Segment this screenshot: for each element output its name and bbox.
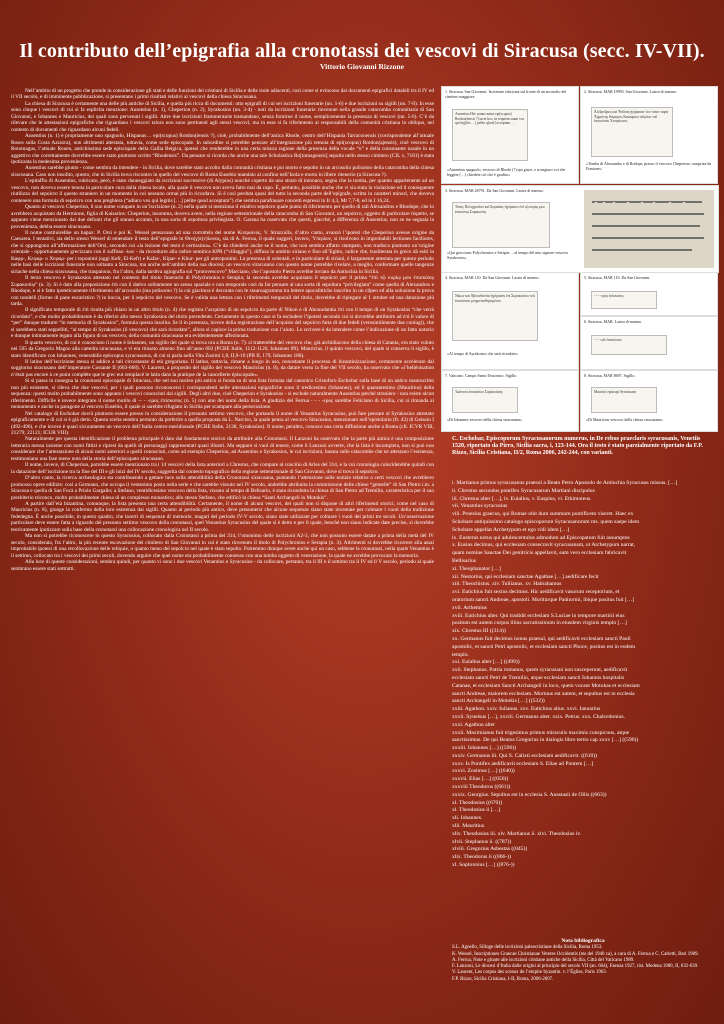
list-item: viii. Proesius graecus, qui Romae obit dum summum pontificem viseret. Haec ex: [452, 511, 634, 518]
figure-caption: 6. Siracusa, MAR. Lastra di marmo.: [584, 319, 643, 324]
list-item: xvi. Eutichius fuit sextus decimus. Hic aedificavit vasorum receptorium, et: [452, 589, 620, 596]
bibliography-item: A. Ferrua, Note e giunte alle iscrizioni cristiane antiche della Sicilia, Città del Vaticano 1989.: [452, 957, 635, 963]
poster-title: Il contributo dell’epigrafia alla cronotassi dei vescovi di Siracusa (secc. IV-VII).: [19, 40, 705, 62]
list-item: quam nomine Sanctae Dei genitricis appellavit, eam vero ecclesiam fabricavit: [452, 550, 627, 557]
list-item: xlviii. Gregorius Asbestas ((845)): [452, 846, 528, 853]
figure-2-panel: [580, 86, 718, 184]
list-item: ix. Eusterus notus qui adulescentulus admodum ad Episcopatum fuit assumptus: [452, 534, 630, 541]
figure-3-panel: [441, 185, 719, 273]
figure-1-panel: [441, 86, 579, 184]
list-item: xxxiv. Germanus iii. Qui S. Calixti ecclesiam aedificavit. ((610)): [452, 752, 598, 759]
list-item: xl. Theodosius ii […]: [452, 807, 501, 814]
list-item: xxxv. Is Pontifex aedificavit ecclesiam S. Eliae ad Pontem […]: [452, 760, 594, 767]
paragraph: L’epitaffio di Ausentius, rubricato, però, è stato danneggiato da iscrizioni successive (di Alypios) nonché coperto da uno strato di intonaco, segno che la tomba, per quanto appartenente ad un vescovo, non doveva essere tenuta in particolare cura dalla chiesa locale, alla quale il vescovo non aveva fatto mai da capo. È, pertanto, possibile anche che vi sia stata la violazione ed il conseguente riutilizzo del sepolcro il questo straniero in un momento in cui nessuno ormai più lo ricordava. Si è così perduta quasi del tutto la seconda parte dell’epigrafe, scritta in caratteri minori, che doveva contenere una formula di sepolcro con una preghiera (“adiuro vos qui legitis […] pelite quod acceptum”) che sembra parafrasare concetti espressi in Ir 4,3, Mt 7,7-8, ed in I 16,24.: [11, 178, 434, 204]
list-item: Bellisarius: [452, 557, 476, 564]
figure-caption: 4. Siracusa, MAR 110. Da San Giovanni. Lastra di marmo.: [445, 275, 540, 280]
list-item: xviii. Eutichius alter. Qui tradidit ecclesiam S.Luciae in tempore martirii eius: [452, 612, 625, 619]
figure-5-panel: [580, 272, 718, 316]
list-item: x. Eusius decimus, qui ecclesiam consecravit syracusanam, ut Archetypum narrat,: [452, 542, 636, 549]
inscription-transcription: Ἰωάννου ἐπισκόπου Συρακούσης: [452, 387, 518, 413]
list-item: xlii. Mauritius.: [452, 823, 486, 830]
bibliography-item: F.P. Rizzo, Sicilia Cristiana, I-II, Roma, 2006-2007.: [452, 976, 554, 982]
paragraph: Nell’ambito di un progetto che prende in considerazione gli stati e delle funzioni dei cristiani di Sicilia e delle isole adiacenti, così come si evincono dai documenti epigrafici databili tra il IV ed il VII secolo, e di imminente pubblicazione, si presentano i primi risultati relativi ai vescovi della chiesa Siracusana.: [11, 88, 434, 101]
bishops-list: [452, 480, 714, 870]
list-item: sancti Andreae, maiorem ecclesiam. Mortuus est autem, et sepultus est in ecclesia: [452, 690, 635, 697]
list-item: vii. Venantius syracusius: [452, 503, 508, 510]
list-item: xliv. Theodosius iii. xlv. Martianus ii. xlvi. Theodosius iv.: [452, 830, 582, 837]
paragraph: Ausentius sarebbe giunto - come sembra da intendere - in Sicilia, dove sarebbe stato accolto dalla comunità cristiana e poi morto e sepolto in un arcosolio polisomo della catacomba della chiesa siracusana. Caso non insolito, questo, che in Sicilia trova riscontro in quello del vescovo di Roma Eusebio mandato al confino nell’Isola e morto in libere ritenerio (a Siracusa ?).: [11, 165, 434, 178]
list-item: Schobare antiquissimo catalogo episcoporum Syracusanorum ms. quem saepe idem: [452, 518, 640, 525]
list-item: xi. Theophanator […]: [452, 565, 501, 572]
paragraph: Alla luce di queste considerazioni, sembra quindi, per quanto vi sono i due vescovi Venantius e Syracusius - da collocare, pertanto, tra il III e il settimo tra il IV ed il V secolo, periodo al quale sembrano essere stati sottratti.: [11, 559, 434, 572]
cronotassi-source-caption: C. Eschobar, Episcoporum Syracusanorum numerus, in De rebus praeclaris syracusanis, Venetiis 1520, riportato da Pirro, Sicilia sacra, i, 123-144. Ora il testo è stato parzialmente riportato da F.P. Rizzo, Sicilia Cristiana, II/2, Roma 2006, 242-244, con varianti.: [452, 436, 703, 456]
paragraph: La chiesa di Siracusa è certamente una delle più antiche di Sicilia, e quella più ricca di documenti: otto epigrafi di cui sei iscrizioni funerarie (nn. 1-6) e due iscrizioni su sigilli (nn. 7-8). In esse sono cinque i vescovi di cui si fa esplicita menzione: Ausentius (n. 1), Cheperion (n. 2), Syrakosios (nn. 3-4) - noti da iscrizioni funerarie rinvenute nella grande catacomba comunitaria di San Giovanni, e Iohannes e Mauricius, dei quali sono pervenuti i sigilli. Altre due iscrizioni frammentarie tramandano, senza fornirne il nome, semplicemente la presenza di vescovi (nn. 5-6). C’è da rilevare che le attestazioni epigrafiche che riguardano i vescovi talora non sono pertinenti agli stessi vescovi, ma in esse si fa riferimento ai responsabili della comunità cristiana in obliquo, nel contesto di documenti che riguardano alcuni fedeli.: [11, 100, 434, 133]
paragraph: Naturalmente per questa identificazione il problema principale è dato dal fondamento storico da attribuire alla Cronotassi. Il Lanzoni ha osservato che la parte più antica è una composizione letteraria messa insieme con nomi fittizi e ripresi da quelli di personaggi rappresentati quasi illustri. Ma seppure si vuol di tenere, come il Lanzoni avverte, che la lista è incompleta, non si può non considerare che l’attestazione di alcuni nomi anteriori a quelli conosciuti, come ad esempio Cheperion, ad Ausentius e Syrakosios, le cui iscrizioni, basata sulle catacombe che ne attestano l’esistenza, testimoniano una fase meno nota della storia dell’episcopato siracusano.: [11, 436, 434, 462]
inscription-photo-drawing: [584, 190, 714, 268]
figure-caption: 3. Siracusa, MAR 26791. Da San Giovanni. Lastra di marmo.: [445, 188, 544, 193]
figure-caption: 2. Siracusa, MAR 19993. San Giovanni. Lastra di marmo.: [584, 89, 677, 94]
list-item: positum est autem corpus illius sacratissimum in eiusdem virginis templo […]: [452, 620, 627, 627]
list-item: apostolic, et sancti Petri apostolic, et ecclesiam sancti Phoce, positus est in eodem: [452, 643, 636, 650]
list-item: templo.: [452, 651, 469, 658]
list-item: xii. Nestorius, qui ecclesiam sanctae Agathae […] aedificare fecit: [452, 573, 599, 580]
bibliography-title: Nota bibliografica: [561, 938, 605, 944]
inscription-transcription: Νίκων καὶ Ἀβουνδαντία ἠγόρασαν ἐπὶ Συρακοσίου τοῦ ἐπισκόπου μνημονευθησομένου: [452, 291, 538, 341]
paragraph: Il terzo vescovo è Syrakosios attestato nel contesto del titolo funerario di Polychronios e Serapia; la seconda avrebbe acquistato il sepolcro per il prima “ἐπὶ τῷ κυρίῳ μου ἐπισκόπῳ Συρακοσίῳ” (n. 3). Si è dato alla preposizione ἐπὶ con il dativo solitamente un senso spaziale e non temporale così da far pensare al una sorta di sepoltura “privilegiata” come quella di Alexandros e Rhodope, e si è fatto ipoteticamente riferimento all’arcosolio (ma polisomo ?) la cui giacitura è decorata con le stauroagramma tra lettere apocalittiche inscritto in un clipeo ed alla soluzione la prova con tondelli (forme di pane eucaristico ?) in bocca, per il sepolcro del vescovo. Se è valida una lettura con i riferimenti temporali del titolo, dovrebbe di ripiegare al 1 ottobre ed una datazione più tarda.: [11, 275, 434, 307]
main-text-column: [11, 88, 434, 1020]
inscription-transcription: Ἀλέξανδρος καὶ Ῥοδόπη ἠγόρασαν τὸν τόπον παρὰ Ἑρμιόνης θυγατρὸς Καισαρίου πλησίον τοῦ ἐπισκόπου Χεπερίωνος: [591, 107, 673, 157]
list-item: xl. Sophronius […] ((876-)): [452, 862, 515, 869]
list-item: oratorium sancti Andreae, apostoli. Moriturque Panhormi, ibique positus fuit […]: [452, 596, 635, 603]
inscription-transcription: Ausentius His- panus natus epi(scopus) Rotdon(iensis ?) iacet hoc, in requiem suam vos qui leg[itis …] pelite q[uod] acceptum …: [452, 109, 528, 161]
figure-translation: «Al tempo di Syrakosios che sarà ricordato»: [447, 351, 519, 356]
list-item: xix. Chrestus III ((314)): [452, 628, 506, 635]
paragraph: Il latino dell’iscrizione stessa si addice a tali circostanze di età gregoriana. Il latino, tuttavia, rimane a lungo in uso, nonostante il processo di bizantinizzazione, certamente accelerato dal soggiorno siracusano dell’imperatore Costante II (663-668). V. Laurent, a proposito del sigillo del vescovo Mauricius (n. 8), da datare verso la fine del VII secolo, ha osservato che «l’hellénisation n’était pas encore à ce point complète que le grec eut remplacé le latin dans la pratique de la cancellerie épiscopale».: [11, 359, 434, 378]
figure-caption: 5. Siracusa, MAR 110. Da San Giovanni.: [584, 275, 651, 280]
list-item: xx. Germanus fuit decimus nonus praesul, qui aedificavit ecclesiam sancti Pauli: [452, 635, 631, 642]
list-item: xvii. Arthemius: [452, 604, 487, 611]
figure-caption: 1. Siracusa, San Giovanni. Iscrizione rubricata sul fronte di un arcosolio del cimitero maggiore.: [445, 89, 567, 99]
bibliography-item: K. Wessel, Inscriptiones Graecae Christianae Veteres Occidentis (ms del 1940 ca), a cura di A. Ferrua e C. Carletti, Bari 1989.: [452, 951, 699, 957]
bibliography-item: F. Lanzoni, Le diocesi d’Italia dalle origini al principio del secolo VII (an. 604), Faenza 1927, rist. Modena 1980, II, 632-639.: [452, 964, 699, 970]
list-item: xlix. Theodorus ii ((866-)): [452, 854, 511, 861]
list-item: xxxvi. Zosimus […] ((640)): [452, 768, 515, 775]
bibliography-item: S.L. Agnello, Silloge delle iscrizioni paleocristiane della Sicilia, Roma 1953.: [452, 945, 603, 951]
figure-8-panel: [580, 370, 718, 432]
paragraph: Il significato temporale di ἐπὶ risulta più chiaro in un altro titolo (n. 4) che registra l’acquisto di un sepolcro da parte di Nikon e di Aboundantia ἐπὶ con il tempo di un Syrakosios “che verrà ricordato”, e che molto probabilmente è da riferire allo stesso Syrakosios del titolo precedente. Certamente in questo caso si fa escludere l’ipotesi secondo cui si dovrebbe attribuire ad ἐπὶ il valore di “per” dunque tradurre “in memoria di Syrakosios”, formula questa insolita. Se il in presenza, invece della registrazione dell’acquisto del sepolcro fatta di due fedeli (verosimilmente due coniugi), che si sarebbero stati seppelliti, “al tempo di Syrakosios (il vescovo) che sarà ricordato”, allora si capisce la prima traduzione con l’aiuto. Lo scrivere è da intendere come l’indicazione di un fatto notorio e dunque intimamente legato alla figura di un vescovo, della comunità siracusana era evidentemente affezionata.: [11, 307, 434, 340]
figure-translation: «Di Iohannes vescovo della chiesa siracusana»: [447, 417, 522, 422]
inscription-transcription: - - - -ερος ἐπίσκοπος: [591, 291, 657, 309]
list-item: iii. Chrestus alter […], iv. Eulalius, v. Euspius, vi. Ethimoteus.: [452, 495, 592, 502]
bibliography: [452, 938, 714, 983]
list-item: sanctissimus. De qui Beatus Gregorius in dialogis libro tertio cap xxxv […] ((590)): [452, 737, 639, 744]
list-item: xxxiii. Iohannes […] ((596)): [452, 745, 517, 752]
list-item: xxxvii. Elias […] ((656)): [452, 776, 509, 783]
paragraph: Nel catalogo di Eschobar dovrà piuttosto essere presso in considerazione il presunto settimo vescovo, che portando il nome di Venantius Syracusius, può fare pensare al Syrakosios attestato epigraficamente e di cui si è già detto. Questa scelta sembra pertanto da preferire a quella proposta da L. Narciso, la quale pensa al vescovo Siracusius, menzionato nell’epistolario (fr. 43) di Gelasio I (492-496), e che invece è quasi sicuramente un vescovo dell’Italia centro-meridionale (PCBE Italie, 2138, Syrakosios). Il nome, peraltro, conosce una certa diffusione anche a Roma (cfr. ICVR VIII, 21279; 22121; ICUR VIII).: [11, 410, 434, 437]
list-item: Catanae, et ecclesiam Sancti Archangeli in loco, quem vocant Motokas et ecclesiam: [452, 682, 640, 689]
inscription-photo: [584, 190, 714, 268]
list-item: i. Martianus primus syracusanus praesul a Beato Petro Apostolo de Antiochia Syracusas missus. […]: [452, 480, 678, 486]
paragraph: Ausentius (n. 1) è propriamente uno spagnolo, Hispanus… epi(scopus) Rotdon(iensis ?), cioè, probabilmente dell’antica Rhode, centro dell’Hispania Tarraconensis (corrispondente all’attuale Roses sulla Costa Azzurra), non altrimenti attestata, tuttavia, come sede episcopale. In subordine si potrebbe pensare all’integrazione più remota di epi(scopus) Rotdon(ajensis), cioè vescovo di Rotomagus, l’attuale Rouen, antichissima sede episcopale della Gallia Belgica, ipotesi che renderebbe in una certa misura ragione della presenza della vocale “o” e della consonante nasale in un aggettivo che correttamente dovrebbe essere stato piuttosto scritto “Rhodensis”. Da pensare si ricorda che anche una tale Scholastica Ro[tomagensis] sepolta nello stesso cimitero (CIL x, 7181) è stata ipotizzata la medesima provenienza.: [11, 133, 434, 165]
list-item: xxxii. Maximianus fuit trigesimus primus miraculis maximis conspicuus, atque: [452, 729, 630, 736]
inscription-transcription: - - - τοῦ ἐπισκόπου: [591, 335, 667, 355]
figure-translation: «Tomba di Alessandro e di Rodope, presso il vescovo Cheperion, comprata da Ermione»: [586, 161, 712, 171]
list-item: Schobare appellat Archetypum et ego vidi idem […]: [452, 526, 570, 533]
paragraph: D’altro canto, la ricerca archeologica sta contribuendo a gettare luce sulla attendibilità della Cronotassi siracusana, puntando l’attenzione sulle notizie relative a certi vescovi che avrebbero promosso opere edilizie: così a Germano, che occupa il ventesimo posto nella serie e che sarebbe vissuto nel IV secolo, andrebbe attribuita la commissione delle chiese “gemelle” di San Pietro i.m. a Siracusa e quella di San Focà a Priolo Gargallo; a Stefano, ventidicesimo vescovo della lista, vissuto al tempo di Belisario, è stata ricondotta la chiesa di San Pietro ad Tremilio, caratteristica per il suo presbiterio triconco, molto probabilmente chiesa di un complesso monastico; allo stesso Stefano, che edificò la chiesa “Santi Archangeli in Motokis”.: [11, 475, 434, 501]
paragraph: Si si passa in rassegna la cronotassi episcopale di Siracusa, che nel suo nucleo più antico si fonda su di una lista formata dal canonico Cristoforo Eschobar sulla base di un antico manoscritto non più esistente, si rileva che due vescovi, per i quali possono riconoscersi i corrispondenti nelle attestazioni epigrafiche sono il tredicesimo (Iohannes), ed il quarantesimo (Mauritius) della sequenza: questi molto probabilmente sono appunto i vescovi conosciuti dai sigilli. Degli altri due, cioè Cheperion e Syrakosios - si esclude naturalmente Ausentius perché straniero - non esiste alcun riferimento. Difficile è invece integrare il nome mutilo di -- - -ερος ἐπίσκοπος (n. 5) con uno dei nomi della lista. A giudizio del Ferrua - - - -ερος sarebbe Feliciano di Sicilia, cui si rimanda al monumento e anche in paragone al vescovo Eusebio, il quale si sarebbe rifugiato in Sicilia per scampare alla persecuzione.: [11, 378, 434, 411]
list-item: xlvii. Stephanus ii. ((787)): [452, 838, 512, 845]
list-item: xxxix. Georgius. Sepultus est in ecclesia S. Anastasii de Ollis ((663)): [452, 791, 607, 798]
inscription-transcription: Mauricii episcopi Syracusani: [591, 387, 657, 413]
inscription-transcription: Τόπος Πολυχρονίου καὶ Σεραπίας ἠγόρασεν ἐπὶ τῷ κυρίῳ μου ἐπισκόπῳ Συρακοσίῳ: [452, 202, 550, 248]
paragraph: Il nome costituirebbe un hapax: P. Orsi e poi K. Wessel pensavano ad una corruttela del nome Κυπριανός. V. Strazzulla, d’altro canto, avanzò l’ipotesi che Cheperion avesse origine da Caesarea. I tentativi, sia dello stesso Wessel di emendare il testo dell’epigrafe in Θεο(γ)ε(ν)ίωνος, sia di A. Ferrua, il quale suggerì, invece, Ὑπερίων, si risolvono in improbabili lectiones faciliores, che si oppongono all’affermazione dell’Orsi, secondo cui «la lezione del testo è certissima». C’è da chiedersi anche se il nome, che non sembra affatto stampato, non tradisca piuttosto un’origine orientale - opportunamente grecizzata con il suffisso -ίων - da ricondurre alla radice semitica KPR (“villaggio”), diffusa in ambito siriano e fino all’Egitto, radice che, trasliterata in greco dà esiti in Καφρ-, Κεφαρ- o Χεφαρ- per i toponimi (oggi Kefr, El-Kefr) e Kafar-, Kipar- e Kbur- per gli antroponimi. La presenza di orientali, e in particolare di siriani, è largamente attestata per questo periodo nelle basi delle iscrizioni funerarie non soltanto a Siracusa, ma anche nell’ambito della sua diocesi; un vescovo siracusano con questo nome potrebbe rivelare, a meglio, confermare quelle tangenze siriache nella chiesa siracusana, che traspaiono, fra l’altro, dalla tardiva agiografia sul “protovescovo” Marciano, che l’apostolo Pietro avrebbe inviato da Antiochia in Sicilia.: [11, 229, 434, 275]
list-item: ii. Chrestus secundus pontifex Syracusarum Martiani discipulus: [452, 487, 595, 494]
list-item: sancti Archangeli in Motokis […] ((532)): [452, 698, 545, 705]
figure-caption: 7. Vaticano. Campo Santo Teutonico. Sigillo.: [445, 373, 518, 378]
list-item: xl. Theodosius ((670)): [452, 799, 503, 806]
list-item: xxi. Eulalius alter […] ((499)): [452, 659, 520, 666]
list-item: xli. Iohannes.: [452, 815, 483, 822]
paragraph: Quanto al vescovo Cheperion, il suo nome compare in un’iscrizione (n. 2) nella quale si menziona il relativo sepolcro quale punto di riferimento per quello di tali Alexandros e Rhodope, che lo avrebbero acquistato da Hermione, figlia di Kaisarios: Cheperion, insomma, doveva avere, nella regione settentrionale della catacomba di San Giovanni, un sepolcro, oggetto di particolare rispetto, se appunto viene menzionato dai due defunti che gli stanno accanto, in una sorta di sepoltura privilegiata. O. Garana ha osservato che questi, giacché, a differenza di Ausentius, non se ne segnala la provenienza, debba essere siracusano.: [11, 204, 434, 230]
paragraph: Ma non si potrebbe riconoscere in questo Syracusius, collocato dalla Cronotassi a prima del 314, l’omonimo delle iscrizioni A2-3, che non possono essere datate a prima della metà del IV secolo, considerata, fra l’altro, la più recente escavazione del cimitero di San Giovanni in cui è stato rinvenuto il titolo di Polychronios e Serapia (n. 3). Altrimenti si dovrebbe ricorrere alla assai improbabile ipotesi di una recollocazione delle reliquie, o quanto meno del sepolcro nel quale è stato sepolto. Potremmo dunque avere anche qui un caso, sebbene la cronotassi, nella quale Venantius è il settimo, collocato tra i vescovi dei primi secoli, dovendo arguire che quel nome era probabilmente connesso con una tomba oggetto di venerazione, la quale ne avrebbe provocato la memoria.: [11, 533, 434, 559]
paragraph: Il nome, invece, di Cheperion, potrebbe essere menzionato tra i 14 vescovi della lista anteriori a Chrestus, che compare al concilio di Arles del 314, e la cui cronologia coinciderebbe quindi con la datazione dell’iscrizione tra la fine del III e gli inizi del IV secolo, suggerita dal contesto topografico della regione settentrionale di San Giovanni, dove si trova il sepolcro.: [11, 462, 434, 475]
list-item: xxii. Stephanus. Patria romanus, quem syracusani non susceperunt, aedificavit: [452, 667, 628, 674]
list-item: xxxviii Theodorus ((661)): [452, 784, 511, 791]
figure-caption: 8. Siracusa, MAR 8697. Sigillo.: [584, 373, 636, 378]
list-item: ecclesiam sancti Petri de Tremilio, atque ecclesiam sancti Iohannis hospitalis: [452, 674, 625, 681]
figure-6-panel: [580, 316, 718, 370]
paragraph: Il quarto vescovo, di cui è conosciuto il nome è Iohannes, un sigillo del quale si trova ora a Roma (n. 7): si tratterebbe del vescovo che, già archidiacono della chiesa di Catania, era stato voluto nel 595 da Gregorio Magno alla cattedra siracusana, e vi era rimasto almeno fino all’anno 603 (PCBE Italie, 1112-1120, Iohannes 89). Mauricius, il quinto vescovo, del quale si conserva il sigillo, è stato identificato con Iohannes, venerabilis episcopus syracusanus, di cui si parla nella Vita Zosimi 1,8, II,9-10 (PB II, 179, Iohannes 186).: [11, 339, 434, 359]
figure-translation: «Qui giacciono Polychronios e Serapia …al tempo del mio signore vescovo Syrakosios»: [447, 250, 569, 260]
figure-4-panel: [441, 272, 579, 370]
bibliography-item: V. Laurent, Les corpus des sceaux de l’empire byzantin. v. l’Église, Paris 1963.: [452, 970, 607, 976]
list-item: xxvii. Syneisus […], xxviii. Germanus alter. xxix. Petrus. xxx. Chalcedonius.: [452, 713, 625, 720]
figure-7-panel: [441, 370, 579, 432]
list-item: xiii. Theochistus. xiv. Tullianus. xv. Habrahamus: [452, 581, 562, 588]
list-item: xxiii. Agathon. xxiv. Iulianus. xxv. Eutichius alius. xxvi. Ianuarius: [452, 706, 601, 713]
paragraph: A partire dall’età bizantina, comunque, la lista presenta una certa attendibilità. Certamente, il nome di alcuni vescovi, dei quali non si dispone di altri riferimenti storici, come nel caso di Mauricius (n. 8), giunge la conferma della loro esistenza dai sigilli. Quanto al periodo più antico, deve presumersi che alcune sequenze siano state inventate per colmare i vuoti della tradizione fededegna. È anche possibile, in questo quadro, che lacerti di sequenze di memorie, magari del periodo IV-V secolo, siano state utilizzate per colmare i vuoti dei primi tre secoli. Un’osservazione particolare deve essere fatta a riguardo del presunto settimo vescovo della cronotassi, quel Venantius Syracusius del quale si è detto e per il quale, benché non siano indicate date precise, si dovrebbe teoricamente ipotizzare sulla base della cronotassi una collocazione cronologica nel II secolo.: [11, 501, 434, 533]
author-name: Vittorio Giovanni Rizzone: [320, 62, 404, 71]
figure-translation: «Ausentius spagnolo, vescovo di Rhode (?) qui giace, e scongiuro voi che leggete (…) chiedete ciò che è gradito»: [447, 167, 566, 177]
list-item: xxxi. Agathon alter: [452, 721, 496, 728]
figure-translation: «Di Mauricius vescovo della chiesa siracusana»: [586, 417, 663, 422]
